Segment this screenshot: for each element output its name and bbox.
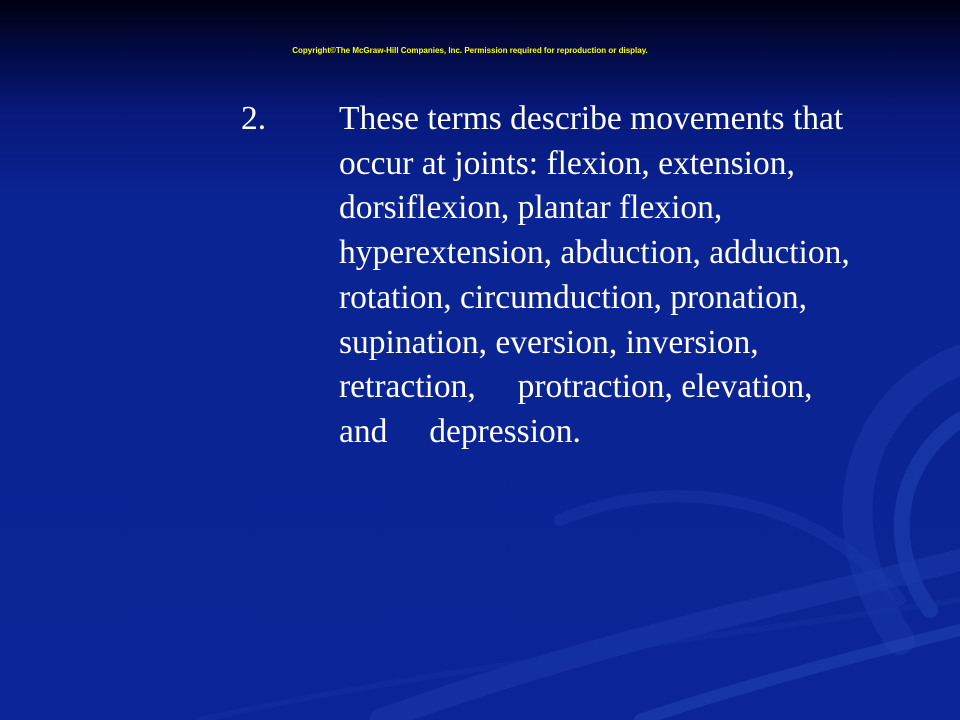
item-text-line: and depression. [339, 412, 581, 450]
item-text [339, 97, 919, 455]
item-text-line: occur at joints: flexion, extension, [339, 144, 795, 182]
item-text-line: These terms describe movements that [339, 100, 844, 137]
item-text-line: dorsiflexion, plantar flexion, [339, 189, 723, 227]
copyright-notice: Copyright©The McGraw-Hill Companies, Inc. Permission required for reproduction or display. [292, 46, 648, 55]
item-text-line: supination, eversion, inversion, [339, 323, 759, 361]
swoosh-band-bottom [640, 630, 960, 720]
item-text-line: hyperextension, abduction, adduction, [339, 234, 850, 272]
item-text-line: retraction, protraction, elevation, [339, 368, 813, 406]
item-text-line: rotation, circumduction, pronation, [339, 278, 807, 316]
item-number: 2. [241, 100, 267, 137]
